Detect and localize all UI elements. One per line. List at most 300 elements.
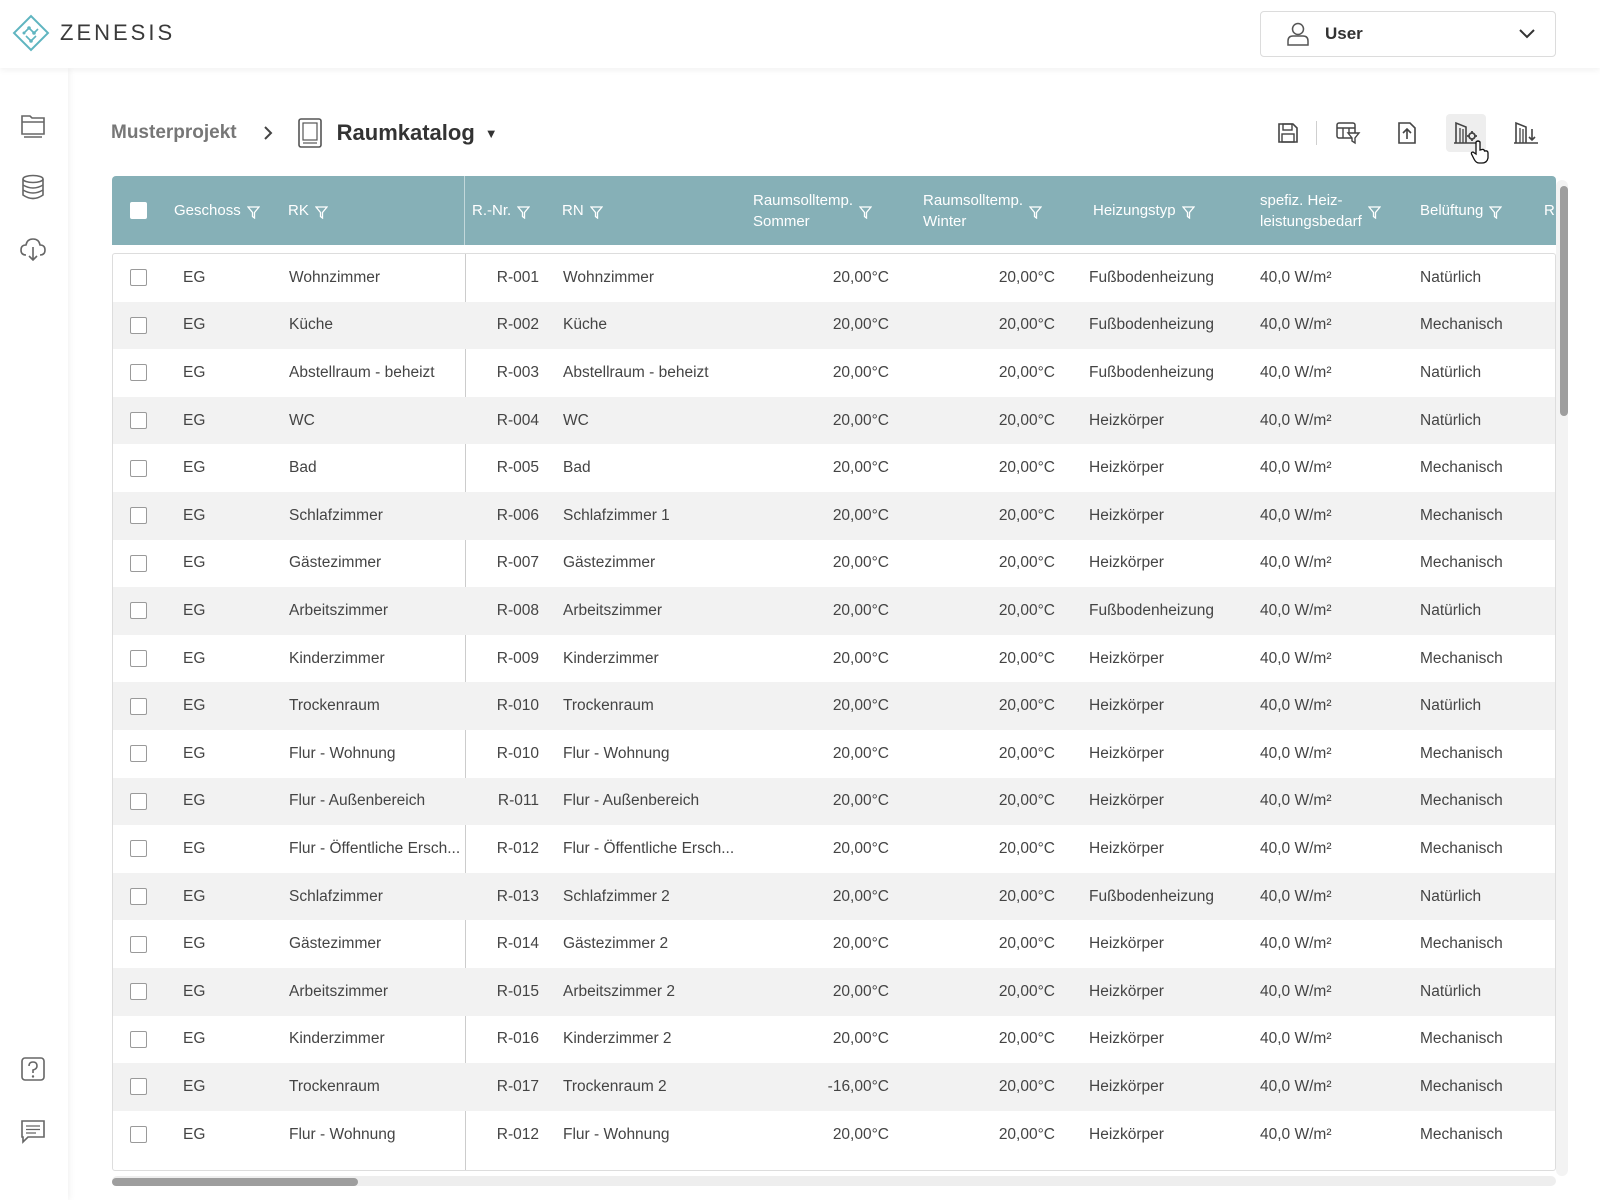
- cell-heizungstyp[interactable]: Heizkörper: [1089, 459, 1164, 477]
- cell-heizleistung[interactable]: 40,0 W/m²: [1260, 1125, 1332, 1143]
- column-header-rk[interactable]: [288, 176, 328, 245]
- cell-sommer[interactable]: 20,00°C: [832, 459, 889, 477]
- cell-heizleistung[interactable]: 40,0 W/m²: [1260, 268, 1332, 286]
- row-checkbox[interactable]: [130, 745, 147, 762]
- database-icon[interactable]: [18, 172, 48, 202]
- filter-icon[interactable]: [859, 204, 872, 217]
- table-filter-icon: [1335, 121, 1361, 145]
- vertical-scrollbar-thumb[interactable]: [1560, 186, 1568, 416]
- column-header-label: R: [1544, 202, 1555, 219]
- cell-rk[interactable]: Gästezimmer: [289, 554, 382, 572]
- user-label: User: [1325, 24, 1363, 43]
- cell-winter[interactable]: 20,00°C: [998, 554, 1055, 572]
- table-header: [112, 176, 1556, 245]
- cell-geschoss[interactable]: EG: [183, 554, 206, 572]
- cell-rk[interactable]: Wohnzimmer: [289, 268, 381, 286]
- breadcrumb-project-link[interactable]: Musterprojekt: [111, 122, 237, 143]
- cell-rk[interactable]: Trockenraum: [289, 697, 380, 715]
- row-select-cell: [130, 397, 147, 445]
- cell-winter[interactable]: 20,00°C: [998, 316, 1055, 334]
- row-select-cell: [130, 444, 147, 492]
- row-checkbox[interactable]: [130, 1078, 147, 1095]
- cell-sommer[interactable]: 20,00°C: [832, 1030, 889, 1048]
- cell-rn[interactable]: Arbeitszimmer: [563, 601, 663, 619]
- cell-rn[interactable]: Flur - Wohnung: [563, 744, 670, 762]
- row-checkbox[interactable]: [130, 1031, 147, 1048]
- table-row[interactable]: [113, 968, 1556, 1016]
- column-header-label-line: Raumsolltemp.: [923, 191, 1024, 209]
- cell-heizleistung[interactable]: 40,0 W/m²: [1260, 887, 1332, 905]
- cell-winter[interactable]: 20,00°C: [998, 649, 1055, 667]
- row-select-cell: [130, 254, 147, 302]
- cell-winter[interactable]: 20,00°C: [998, 982, 1055, 1000]
- chevron-right-icon: [261, 126, 275, 140]
- table-body: [112, 253, 1556, 1171]
- row-checkbox[interactable]: [130, 936, 147, 953]
- cell-heizleistung[interactable]: 40,0 W/m²: [1260, 459, 1332, 477]
- cell-geschoss[interactable]: EG: [183, 601, 206, 619]
- cell-geschoss[interactable]: EG: [183, 316, 206, 334]
- cell-winter[interactable]: 20,00°C: [998, 697, 1055, 715]
- cell-heizleistung[interactable]: 40,0 W/m²: [1260, 1030, 1332, 1048]
- row-select-cell: [130, 873, 147, 921]
- cell-winter[interactable]: 20,00°C: [998, 887, 1055, 905]
- cell-heizleistung[interactable]: 40,0 W/m²: [1260, 363, 1332, 381]
- cell-heizleistung[interactable]: 40,0 W/m²: [1260, 1077, 1332, 1095]
- cell-heizungstyp[interactable]: Heizkörper: [1089, 744, 1164, 762]
- cell-rnr[interactable]: R-009: [496, 649, 539, 667]
- cell-rnr[interactable]: R-007: [496, 554, 539, 572]
- table-row[interactable]: [113, 349, 1556, 397]
- cell-heizungstyp[interactable]: Heizkörper: [1089, 506, 1164, 524]
- chevron-down-icon: [1519, 29, 1535, 39]
- cell-rnr[interactable]: R-012: [496, 1125, 539, 1143]
- cell-sommer[interactable]: 20,00°C: [832, 411, 889, 429]
- caret-down-icon[interactable]: ▼: [484, 125, 498, 141]
- row-checkbox[interactable]: [130, 698, 147, 715]
- row-select-cell: [130, 587, 147, 635]
- cell-belueftung[interactable]: Natürlich: [1420, 268, 1482, 286]
- cell-belueftung[interactable]: Mechanisch: [1420, 792, 1503, 810]
- cell-rn[interactable]: Flur - Öffentliche Ersch...: [563, 839, 735, 857]
- cell-rk[interactable]: Schlafzimmer: [289, 887, 383, 905]
- cell-winter[interactable]: 20,00°C: [998, 601, 1055, 619]
- cell-heizungstyp[interactable]: Fußbodenheizung: [1089, 363, 1214, 381]
- table-row[interactable]: [113, 444, 1556, 492]
- cell-belueftung[interactable]: Natürlich: [1420, 982, 1482, 1000]
- table-row[interactable]: [113, 1063, 1556, 1111]
- cell-rn[interactable]: Flur - Außenbereich: [563, 792, 700, 810]
- row-select-cell: [130, 778, 147, 826]
- cell-rk[interactable]: Kinderzimmer: [289, 1030, 385, 1048]
- row-select-cell: [130, 682, 147, 730]
- cell-sommer[interactable]: 20,00°C: [832, 363, 889, 381]
- table-row[interactable]: [113, 778, 1556, 826]
- cell-heizungstyp[interactable]: Fußbodenheizung: [1089, 268, 1214, 286]
- table-row[interactable]: [113, 873, 1556, 921]
- cell-rnr[interactable]: R-016: [496, 1030, 539, 1048]
- cell-sommer[interactable]: 20,00°C: [832, 316, 889, 334]
- user-menu-dropdown[interactable]: [1260, 11, 1556, 57]
- cell-sommer[interactable]: 20,00°C: [832, 1125, 889, 1143]
- cell-rk[interactable]: Arbeitszimmer: [289, 601, 389, 619]
- cell-rnr[interactable]: R-017: [496, 1077, 539, 1095]
- cell-sommer[interactable]: 20,00°C: [832, 839, 889, 857]
- row-select-cell: [130, 920, 147, 968]
- cell-heizungstyp[interactable]: Heizkörper: [1089, 982, 1164, 1000]
- cell-belueftung[interactable]: Mechanisch: [1420, 459, 1503, 477]
- cell-heizleistung[interactable]: 40,0 W/m²: [1260, 744, 1332, 762]
- cell-geschoss[interactable]: EG: [183, 887, 206, 905]
- cell-heizleistung[interactable]: 40,0 W/m²: [1260, 697, 1332, 715]
- cell-rk[interactable]: Abstellraum - beheizt: [289, 363, 435, 381]
- top-bar: [0, 0, 1600, 68]
- cell-rnr[interactable]: R-012: [496, 839, 539, 857]
- filter-icon[interactable]: [590, 204, 603, 217]
- cell-winter[interactable]: 20,00°C: [998, 839, 1055, 857]
- cell-rn[interactable]: Schlafzimmer 1: [563, 506, 670, 524]
- row-checkbox[interactable]: [130, 364, 147, 381]
- filter-icon[interactable]: [517, 204, 530, 217]
- cell-geschoss[interactable]: EG: [183, 839, 206, 857]
- cell-heizungstyp[interactable]: Fußbodenheizung: [1089, 887, 1214, 905]
- cell-rnr[interactable]: R-015: [496, 982, 539, 1000]
- cell-rn[interactable]: Kinderzimmer 2: [563, 1030, 672, 1048]
- row-select-cell: [130, 1016, 147, 1064]
- row-checkbox[interactable]: [130, 269, 147, 286]
- column-header-rn[interactable]: [562, 176, 603, 245]
- cell-geschoss[interactable]: EG: [183, 1125, 206, 1143]
- header-divider: [464, 176, 465, 245]
- row-select-cell: [130, 492, 147, 540]
- folder-stack-icon[interactable]: [18, 110, 48, 140]
- cell-rk[interactable]: Küche: [289, 316, 333, 334]
- cell-rnr[interactable]: R-002: [496, 316, 539, 334]
- cell-heizleistung[interactable]: 40,0 W/m²: [1260, 935, 1332, 953]
- cell-rk[interactable]: Flur - Wohnung: [289, 744, 396, 762]
- column-header-label-line: leistungsbedarf: [1260, 212, 1362, 230]
- cell-rn[interactable]: Bad: [563, 459, 591, 477]
- cell-sommer[interactable]: 20,00°C: [832, 601, 889, 619]
- cell-rk[interactable]: Gästezimmer: [289, 935, 382, 953]
- filter-icon[interactable]: [247, 204, 260, 217]
- file-upload-icon: [1397, 121, 1417, 145]
- column-header-rnr[interactable]: [472, 176, 530, 245]
- row-select-cell: [130, 1111, 147, 1159]
- filter-icon[interactable]: [1489, 204, 1502, 217]
- cell-heizungstyp[interactable]: Heizkörper: [1089, 839, 1164, 857]
- cloud-download-icon[interactable]: [18, 234, 48, 264]
- cell-sommer[interactable]: 20,00°C: [832, 982, 889, 1000]
- select-all-cell: [130, 176, 147, 245]
- cell-winter[interactable]: 20,00°C: [998, 935, 1055, 953]
- column-header-label-line: Sommer: [753, 212, 810, 230]
- row-checkbox[interactable]: [130, 507, 147, 524]
- cell-sommer[interactable]: 20,00°C: [832, 887, 889, 905]
- cell-rn[interactable]: Gästezimmer 2: [563, 935, 669, 953]
- column-header-label: Heizungstyp: [1093, 202, 1176, 219]
- document-icon: [297, 117, 323, 149]
- filter-icon[interactable]: [1029, 204, 1042, 217]
- cell-heizleistung[interactable]: 40,0 W/m²: [1260, 601, 1332, 619]
- table-row[interactable]: [113, 397, 1556, 445]
- cell-belueftung[interactable]: Mechanisch: [1420, 506, 1503, 524]
- cell-sommer[interactable]: 20,00°C: [832, 268, 889, 286]
- column-header-belueftung[interactable]: [1420, 176, 1502, 245]
- help-icon[interactable]: [18, 1054, 48, 1084]
- cell-belueftung[interactable]: Mechanisch: [1420, 1077, 1503, 1095]
- logo[interactable]: [12, 14, 175, 52]
- table-row[interactable]: [113, 540, 1556, 588]
- cell-rn[interactable]: Küche: [563, 316, 607, 334]
- cell-heizleistung[interactable]: 40,0 W/m²: [1260, 554, 1332, 572]
- cell-geschoss[interactable]: EG: [183, 649, 206, 667]
- cell-heizleistung[interactable]: 40,0 W/m²: [1260, 792, 1332, 810]
- cell-belueftung[interactable]: Mechanisch: [1420, 935, 1503, 953]
- cell-winter[interactable]: 20,00°C: [998, 1125, 1055, 1143]
- cell-rn[interactable]: Trockenraum: [563, 697, 654, 715]
- cell-heizungstyp[interactable]: Heizkörper: [1089, 554, 1164, 572]
- cell-rk[interactable]: WC: [289, 411, 315, 429]
- row-select-cell: [130, 730, 147, 778]
- sidebar: [0, 68, 68, 1200]
- cell-belueftung[interactable]: Natürlich: [1420, 697, 1482, 715]
- cell-belueftung[interactable]: Natürlich: [1420, 601, 1482, 619]
- cell-geschoss[interactable]: EG: [183, 935, 206, 953]
- column-header-label: R.-Nr.: [472, 202, 512, 219]
- cell-rnr[interactable]: R-004: [496, 411, 539, 429]
- table-row[interactable]: [113, 1016, 1556, 1064]
- cell-rk[interactable]: Flur - Öffentliche Ersch...: [289, 839, 461, 857]
- table-row[interactable]: [113, 635, 1556, 683]
- cell-geschoss[interactable]: EG: [183, 697, 206, 715]
- cell-belueftung[interactable]: Mechanisch: [1420, 744, 1503, 762]
- column-header-label: RN: [562, 202, 584, 219]
- column-header-heizungstyp[interactable]: [1093, 176, 1195, 245]
- cell-rn[interactable]: Gästezimmer: [563, 554, 656, 572]
- cell-heizungstyp[interactable]: Heizkörper: [1089, 935, 1164, 953]
- column-header-label-line: Winter: [923, 212, 967, 230]
- table-row[interactable]: [113, 492, 1556, 540]
- cell-sommer[interactable]: 20,00°C: [832, 792, 889, 810]
- row-checkbox[interactable]: [130, 460, 147, 477]
- column-header-label: [923, 190, 1023, 232]
- cell-belueftung[interactable]: Natürlich: [1420, 411, 1482, 429]
- row-checkbox[interactable]: [130, 1126, 147, 1143]
- column-header-sommer[interactable]: [753, 176, 872, 245]
- cell-winter[interactable]: 20,00°C: [998, 363, 1055, 381]
- row-checkbox[interactable]: [130, 602, 147, 619]
- cell-winter[interactable]: 20,00°C: [998, 459, 1055, 477]
- cell-sommer[interactable]: -16,00°C: [827, 1077, 889, 1095]
- cell-rn[interactable]: Abstellraum - beheizt: [563, 363, 709, 381]
- table-row[interactable]: [113, 825, 1556, 873]
- column-header-label-line: Raumsolltemp.: [753, 191, 854, 209]
- cell-geschoss[interactable]: EG: [183, 459, 206, 477]
- cell-geschoss[interactable]: EG: [183, 411, 206, 429]
- row-select-cell: [130, 540, 147, 588]
- file-upload-button[interactable]: [1387, 114, 1427, 152]
- cell-heizleistung[interactable]: 40,0 W/m²: [1260, 649, 1332, 667]
- row-checkbox[interactable]: [130, 793, 147, 810]
- cell-sommer[interactable]: 20,00°C: [832, 649, 889, 667]
- row-checkbox[interactable]: [130, 888, 147, 905]
- cell-rnr[interactable]: R-003: [496, 363, 539, 381]
- row-select-cell: [130, 1063, 147, 1111]
- cell-rnr[interactable]: R-011: [497, 792, 539, 810]
- cell-rnr[interactable]: R-006: [496, 506, 539, 524]
- cell-rk[interactable]: Schlafzimmer: [289, 506, 383, 524]
- cell-rnr[interactable]: R-013: [496, 887, 539, 905]
- cell-geschoss[interactable]: EG: [183, 363, 206, 381]
- catalog-selector[interactable]: Raumkatalog: [336, 120, 475, 145]
- cell-belueftung[interactable]: Mechanisch: [1420, 1030, 1503, 1048]
- cell-geschoss[interactable]: EG: [183, 506, 206, 524]
- breadcrumb: [111, 115, 498, 151]
- cell-winter[interactable]: 20,00°C: [998, 268, 1055, 286]
- cell-sommer[interactable]: 20,00°C: [832, 935, 889, 953]
- row-checkbox[interactable]: [130, 555, 147, 572]
- building-download-button[interactable]: [1506, 114, 1546, 152]
- table-row[interactable]: [113, 254, 1556, 302]
- row-select-cell: [130, 635, 147, 683]
- cell-winter[interactable]: 20,00°C: [998, 506, 1055, 524]
- column-header-extra[interactable]: [1544, 176, 1555, 245]
- table-row[interactable]: [113, 730, 1556, 778]
- building-download-icon: [1512, 119, 1540, 147]
- room-table: [112, 176, 1556, 1176]
- cell-belueftung[interactable]: Mechanisch: [1420, 554, 1503, 572]
- cell-geschoss[interactable]: EG: [183, 1077, 206, 1095]
- cell-rk[interactable]: Trockenraum: [289, 1077, 380, 1095]
- cell-geschoss[interactable]: EG: [183, 744, 206, 762]
- cell-rn[interactable]: Flur - Wohnung: [563, 1125, 670, 1143]
- cell-heizungstyp[interactable]: Heizkörper: [1089, 411, 1164, 429]
- cell-winter[interactable]: 20,00°C: [998, 411, 1055, 429]
- column-header-label: Geschoss: [174, 202, 241, 219]
- cell-heizungstyp[interactable]: Heizkörper: [1089, 1125, 1164, 1143]
- cell-heizungstyp[interactable]: Heizkörper: [1089, 649, 1164, 667]
- cell-rn[interactable]: Schlafzimmer 2: [563, 887, 670, 905]
- cell-belueftung[interactable]: Mechanisch: [1420, 1125, 1503, 1143]
- cell-rn[interactable]: Trockenraum 2: [563, 1077, 667, 1095]
- table-filter-button[interactable]: [1328, 114, 1368, 152]
- cell-sommer[interactable]: 20,00°C: [832, 697, 889, 715]
- table-row[interactable]: [113, 682, 1556, 730]
- cell-rk[interactable]: Arbeitszimmer: [289, 982, 389, 1000]
- cell-heizleistung[interactable]: 40,0 W/m²: [1260, 506, 1332, 524]
- cell-sommer[interactable]: 20,00°C: [832, 554, 889, 572]
- cell-geschoss[interactable]: EG: [183, 982, 206, 1000]
- cell-rk[interactable]: Flur - Außenbereich: [289, 792, 426, 810]
- cell-sommer[interactable]: 20,00°C: [832, 506, 889, 524]
- table-row[interactable]: [113, 1111, 1556, 1159]
- cell-belueftung[interactable]: Natürlich: [1420, 887, 1482, 905]
- cell-sommer[interactable]: 20,00°C: [832, 744, 889, 762]
- cell-winter[interactable]: 20,00°C: [998, 744, 1055, 762]
- cell-geschoss[interactable]: EG: [183, 792, 206, 810]
- cell-heizleistung[interactable]: 40,0 W/m²: [1260, 316, 1332, 334]
- zenesis-logo-icon: [12, 14, 50, 52]
- horizontal-scrollbar-thumb[interactable]: [112, 1178, 358, 1186]
- cell-heizungstyp[interactable]: Fußbodenheizung: [1089, 601, 1214, 619]
- filter-icon[interactable]: [1368, 204, 1381, 217]
- cell-rnr[interactable]: R-001: [496, 268, 539, 286]
- save-button[interactable]: [1268, 114, 1308, 152]
- cell-winter[interactable]: 20,00°C: [998, 1030, 1055, 1048]
- row-checkbox[interactable]: [130, 983, 147, 1000]
- cell-rn[interactable]: Wohnzimmer: [563, 268, 655, 286]
- cell-rn[interactable]: Arbeitszimmer 2: [563, 982, 675, 1000]
- table-row[interactable]: [113, 302, 1556, 350]
- row-select-cell: [130, 825, 147, 873]
- cell-belueftung[interactable]: Natürlich: [1420, 363, 1482, 381]
- column-header-label: Belüftung: [1420, 202, 1484, 219]
- row-checkbox[interactable]: [130, 317, 147, 334]
- cell-heizungstyp[interactable]: Heizkörper: [1089, 1030, 1164, 1048]
- cell-rk[interactable]: Flur - Wohnung: [289, 1125, 396, 1143]
- toolbar-divider: [1316, 121, 1317, 145]
- chat-icon[interactable]: [18, 1116, 48, 1146]
- cell-belueftung[interactable]: Mechanisch: [1420, 839, 1503, 857]
- cell-rk[interactable]: Kinderzimmer: [289, 649, 385, 667]
- cell-winter[interactable]: 20,00°C: [998, 1077, 1055, 1095]
- cell-heizleistung[interactable]: 40,0 W/m²: [1260, 982, 1332, 1000]
- row-checkbox[interactable]: [130, 412, 147, 429]
- column-header-label: [753, 190, 853, 232]
- cell-belueftung[interactable]: Mechanisch: [1420, 649, 1503, 667]
- user-icon: [1285, 21, 1311, 47]
- cell-rn[interactable]: Kinderzimmer: [563, 649, 659, 667]
- table-row[interactable]: [113, 920, 1556, 968]
- cell-rnr[interactable]: R-010: [496, 697, 539, 715]
- cell-belueftung[interactable]: Mechanisch: [1420, 316, 1503, 334]
- cell-rk[interactable]: Bad: [289, 459, 317, 477]
- hand-pointer-cursor-icon: [1470, 140, 1490, 164]
- cell-heizungstyp[interactable]: Heizkörper: [1089, 792, 1164, 810]
- cell-heizleistung[interactable]: 40,0 W/m²: [1260, 839, 1332, 857]
- column-header-winter[interactable]: [923, 176, 1042, 245]
- logo-text: ZENESIS: [60, 20, 176, 45]
- select-all-checkbox[interactable]: [130, 202, 147, 219]
- cell-rn[interactable]: WC: [563, 411, 589, 429]
- cell-rnr[interactable]: R-005: [496, 459, 539, 477]
- cell-geschoss[interactable]: EG: [183, 1030, 206, 1048]
- cell-heizungstyp[interactable]: Fußbodenheizung: [1089, 316, 1214, 334]
- cell-heizleistung[interactable]: 40,0 W/m²: [1260, 411, 1332, 429]
- row-select-cell: [130, 302, 147, 350]
- cell-geschoss[interactable]: EG: [183, 268, 206, 286]
- column-header-label: [1260, 190, 1362, 232]
- filter-icon[interactable]: [1182, 204, 1195, 217]
- row-checkbox[interactable]: [130, 650, 147, 667]
- cell-rnr[interactable]: R-014: [496, 935, 539, 953]
- cell-rnr[interactable]: R-008: [496, 601, 539, 619]
- row-select-cell: [130, 968, 147, 1016]
- cell-heizungstyp[interactable]: Heizkörper: [1089, 1077, 1164, 1095]
- cell-rnr[interactable]: R-010: [496, 744, 539, 762]
- row-select-cell: [130, 349, 147, 397]
- cell-winter[interactable]: 20,00°C: [998, 792, 1055, 810]
- table-row[interactable]: [113, 587, 1556, 635]
- column-header-geschoss[interactable]: [174, 176, 260, 245]
- row-checkbox[interactable]: [130, 840, 147, 857]
- column-header-heizleistung[interactable]: [1260, 176, 1381, 245]
- column-header-label-line: spefiz. Heiz-: [1260, 191, 1343, 209]
- filter-icon[interactable]: [315, 204, 328, 217]
- cell-heizungstyp[interactable]: Heizkörper: [1089, 697, 1164, 715]
- save-icon: [1277, 122, 1299, 144]
